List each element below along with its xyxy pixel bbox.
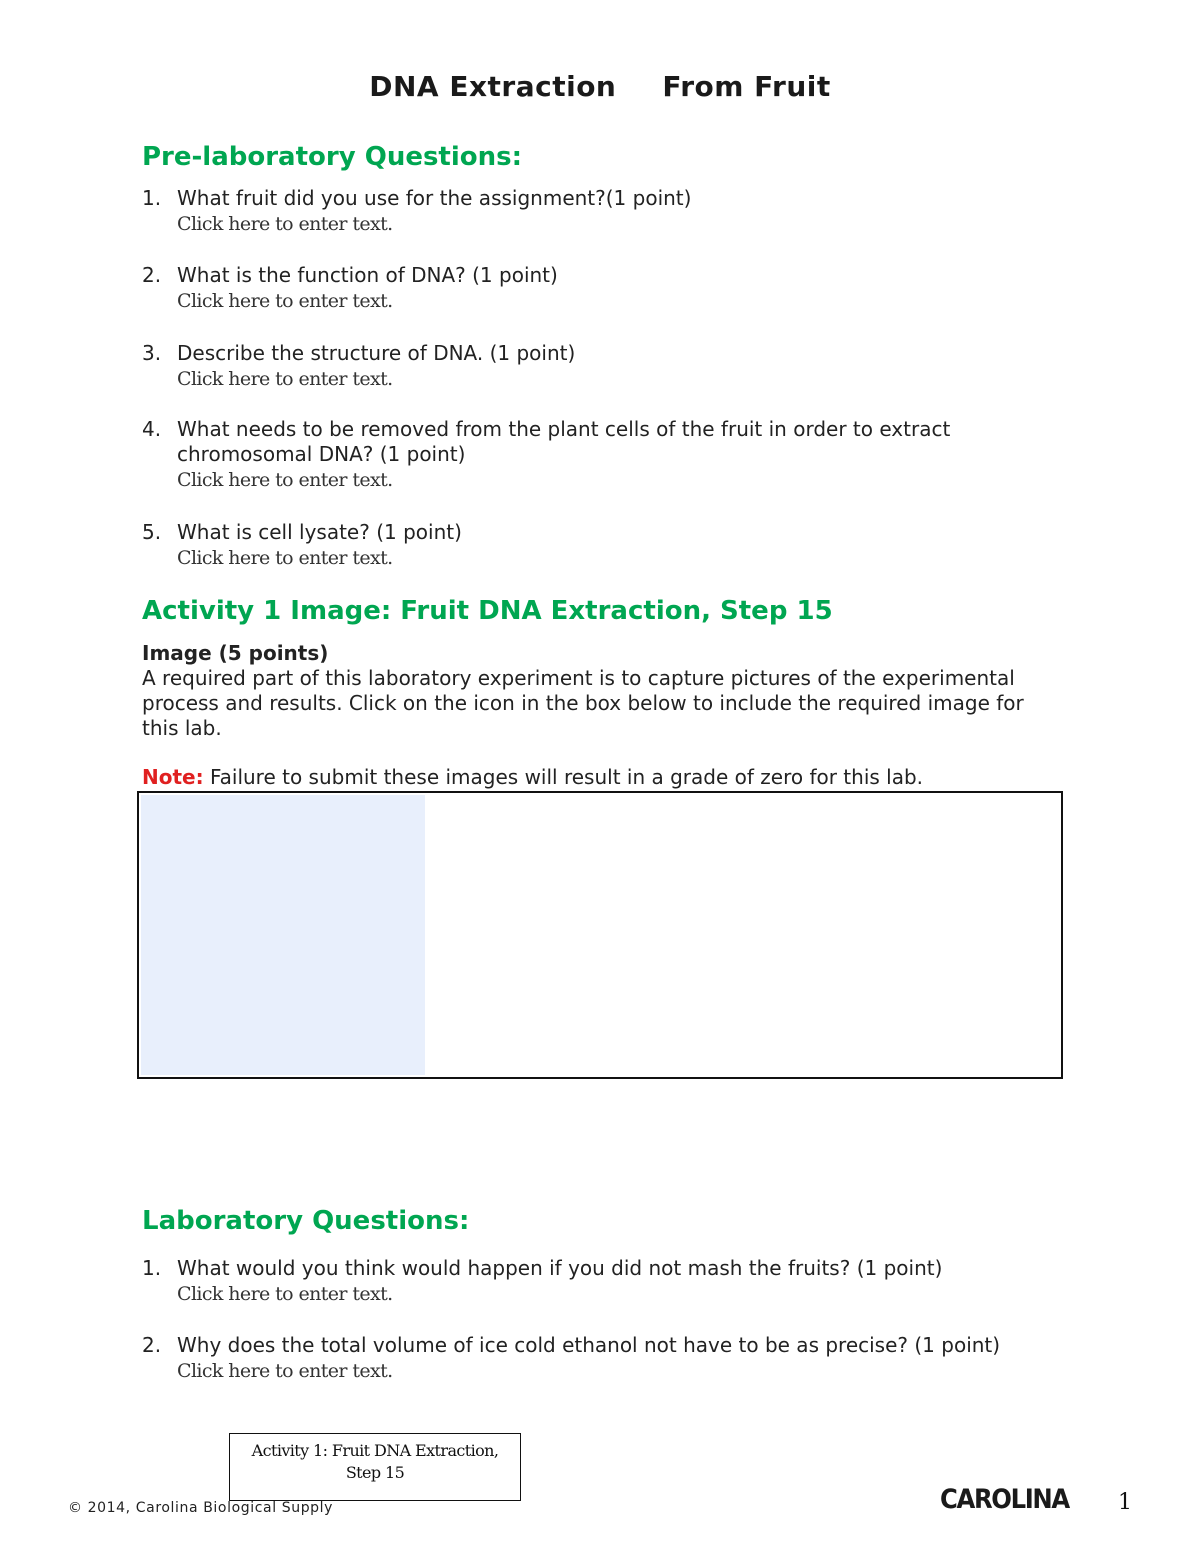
activity-instructions	[142, 641, 1062, 790]
question-text: Why does the total volume of ice cold ethanol not have to be as precise? (1 point)	[177, 1333, 1001, 1357]
activity-description: A required part of this laboratory experiment is to capture pictures of the experimental process and results. Click on the icon in the box below to include the required image for this lab.	[142, 666, 1024, 740]
lab-question-2	[142, 1333, 1012, 1385]
pre-lab-heading: Pre-laboratory Questions:	[142, 142, 523, 172]
question-text: What fruit did you use for the assignment?(1 point)	[177, 186, 692, 210]
image-caption-box	[229, 1433, 521, 1501]
document-title	[0, 70, 1200, 103]
question-text: What needs to be removed from the plant cells of the fruit in order to extract chromosomal DNA? (1 point)	[177, 417, 951, 466]
question-number: 4.	[142, 417, 162, 441]
pre-lab-question-3	[142, 341, 575, 393]
question-text: What would you think would happen if you did not mash the fruits? (1 point)	[177, 1256, 943, 1280]
question-number: 2.	[142, 263, 162, 287]
note-line	[142, 765, 1062, 790]
pre-lab-question-5	[142, 520, 462, 572]
answer-field[interactable]: Click here to enter text.	[177, 469, 393, 491]
page-number: 1	[1118, 1490, 1132, 1515]
caption-line-2: Step 15	[345, 1463, 405, 1482]
image-upload-box	[137, 791, 1063, 1079]
note-text: Failure to submit these images will result in a grade of zero for this lab.	[203, 765, 924, 789]
caption-line-1: Activity 1: Fruit DNA Extraction,	[251, 1441, 499, 1460]
pre-lab-question-4	[142, 417, 1042, 494]
answer-field[interactable]: Click here to enter text.	[177, 1360, 393, 1382]
lab-question-1	[142, 1256, 942, 1308]
question-number: 1.	[142, 1256, 162, 1280]
activity-heading: Activity 1 Image: Fruit DNA Extraction, Step 15	[142, 596, 833, 626]
copyright-text: © 2014, Carolina Biological Supply	[68, 1500, 334, 1516]
question-number: 2.	[142, 1333, 162, 1357]
answer-field[interactable]: Click here to enter text.	[177, 213, 393, 235]
question-number: 3.	[142, 341, 162, 365]
question-text: What is the function of DNA? (1 point)	[177, 263, 558, 287]
answer-field[interactable]: Click here to enter text.	[177, 290, 393, 312]
question-text: Describe the structure of DNA. (1 point)	[177, 341, 576, 365]
answer-field[interactable]: Click here to enter text.	[177, 1283, 393, 1305]
question-text: What is cell lysate? (1 point)	[177, 520, 462, 544]
answer-field[interactable]: Click here to enter text.	[177, 547, 393, 569]
lab-questions-heading: Laboratory Questions:	[142, 1206, 470, 1236]
question-number: 5.	[142, 520, 162, 544]
pre-lab-question-2	[142, 263, 558, 315]
pre-lab-question-1	[142, 186, 691, 238]
title-part1: DNA Extraction	[369, 70, 617, 103]
title-part2: From Fruit	[662, 70, 831, 103]
note-label: Note:	[142, 765, 204, 789]
answer-field[interactable]: Click here to enter text.	[177, 368, 393, 390]
image-points-label: Image (5 points)	[142, 641, 329, 665]
question-number: 1.	[142, 186, 162, 210]
image-placeholder[interactable]	[141, 795, 425, 1075]
carolina-logo: CAROLINA	[940, 1484, 1069, 1515]
